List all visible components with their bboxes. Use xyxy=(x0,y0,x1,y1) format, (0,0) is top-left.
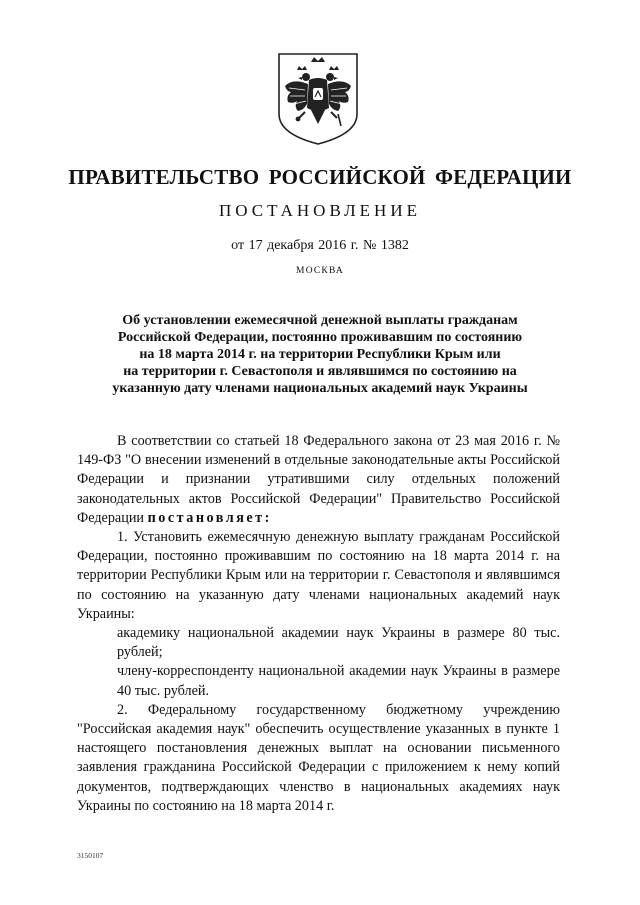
subject-line: указанную дату членами национальных академий наук Украины xyxy=(112,381,528,396)
preamble-paragraph xyxy=(77,432,560,528)
subject-line: Об установлении ежемесячной денежной выплаты гражданам xyxy=(122,313,518,328)
document-subject xyxy=(100,312,540,397)
footer-document-code: 3150107 xyxy=(77,851,104,860)
item-2-paragraph: 2. Федеральному государственному бюджетному учреждению "Российская академия наук" обеспечить осуществление указанных в пункте 1 настоящего постановления денежных выплат на основании письменного заявления гражданина Российской Федерации с приложением к нему копий документов, подтверждающих членство в национальных академиях наук Украины по состоянию на 18 марта 2014 г. xyxy=(77,701,560,814)
coat-of-arms-icon xyxy=(275,52,361,146)
item-1-academician: академику национальной академии наук Украины в размере 80 тыс. рублей; xyxy=(117,625,560,661)
preamble-text: В соответствии со статьей 18 Федерального закона от 23 мая 2016 г. № 149-ФЗ "О внесении изменений в отдельные законодательные акты Российской Федерации и признании утратившими силу отдельных положений законодательных актов Российской Федерации" Правительство Российской Федерации xyxy=(77,433,560,526)
document-body xyxy=(77,432,560,816)
subject-line: на 18 марта 2014 г. на территории Республики Крым или xyxy=(139,347,501,362)
decree-word: постановляет: xyxy=(147,509,272,526)
item-1-corresponding-member: члену-корреспонденту национальной академии наук Украины в размере 40 тыс. рублей. xyxy=(117,663,560,699)
government-title: ПРАВИТЕЛЬСТВО РОССИЙСКОЙ ФЕДЕРАЦИИ xyxy=(68,165,572,189)
document-type: ПОСТАНОВЛЕНИЕ xyxy=(218,201,421,220)
document-date-number: от 17 декабря 2016 г. № 1382 xyxy=(231,238,409,253)
subject-line: на территории г. Севастополя и являвшимся по состоянию на xyxy=(123,364,517,379)
subject-line: Российской Федерации, постоянно проживавшим по состоянию xyxy=(117,330,523,345)
document-city: МОСКВА xyxy=(296,266,344,276)
item-1-paragraph: 1. Установить ежемесячную денежную выплату гражданам Российской Федерации, постоянно проживавшим по состоянию на 18 марта 2014 г. на территории Республики Крым или на территории г. Севастополя и являвшимся по состоянию на указанную дату членами национальных академий наук Украины: xyxy=(77,529,560,622)
